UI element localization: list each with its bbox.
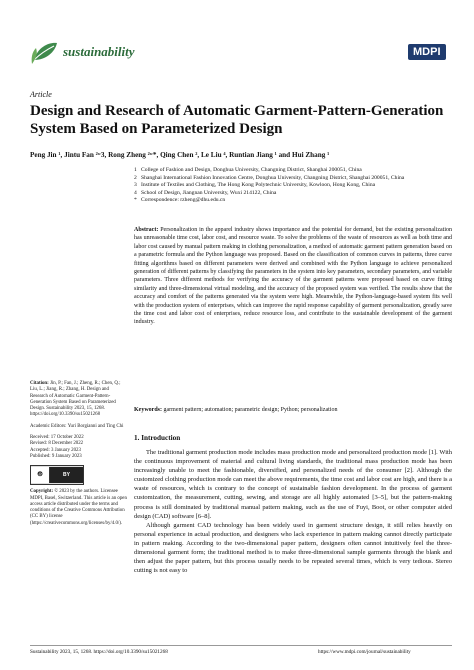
author-list: Peng Jin ¹, Jintu Fan ²ʷ3, Rong Zheng ²ʷ*, Qing Chen ², Le Liu ⁴, Runtian Jiang ¹ and Hui Zhang ¹ <box>30 151 330 159</box>
affiliation-text: School of Design, Jiangnan University, Wuxi 214122, China <box>141 189 277 196</box>
affiliation-marker: 1 <box>134 167 137 173</box>
affiliation-marker: * <box>134 197 137 204</box>
journal-leaf-logo <box>30 40 60 66</box>
citation-text[interactable]: Jin, P.; Fan, J.; Zheng, R.; Chen, Q.; Liu, L.; Jiang, R.; Zhang, H. Design and Research of Automatic Garment-Pattern-Generation System Based on Parameterized Design. Sustainability 2023, 15, 1268. https://doi.org/10.3390/su15021268 <box>30 381 121 418</box>
published-date: Published: 9 January 2023 <box>30 453 82 459</box>
revised-date: Revised: 8 December 2022 <box>30 441 84 447</box>
academic-editors: Academic Editors: Yuri Borgianni and Ting Chi <box>30 423 124 429</box>
introduction-paragraph: The traditional garment production mode includes mass production mode and personalized production mode [1]. With the continuous improvement of material and cultural living standards, the traditional mass production mode has been increasingly unable to meet the fashionable, diversified, and personalized needs of the consumer [2]. Although the customized clothing production mode can meet the above requirements, the time cost and labor cost are high, and there is a waste of resources, which is contrary to the concept of sustainable fashion development. In the process of garment customization, the measurement, cutting, sewing, and storage are all highly automated [3–5], but the pattern-making process is still dominated by traditional manual pattern making, such as the use of Fuyi, Boot, or other computer aided design (CAD) software [6–8]. <box>134 449 452 520</box>
mdpi-logo: MDPI <box>408 44 446 60</box>
article-type: Article <box>30 90 52 99</box>
affiliations <box>134 167 454 205</box>
affiliation-marker: 3 <box>134 182 137 189</box>
abstract-label: Abstract: <box>134 227 159 233</box>
introduction-body <box>134 448 452 575</box>
abstract-text: Personalization in the apparel industry shows importance and the potential for demand, but the existing personalization has unreasonable time cost, labor cost, and resource waste. To solve the problems of the waste of resources as well as both time and labor cost caused by manual pattern making in clothing personalization, a method of automatic garment pattern generation based on a parametric formula and the Python language was proposed. Based on the classification of common curves in patterns, three curve fitting algorithms based on different parameters were derived and combined with the Python language to achieve personalized generation of different patterns by classifying the parameters in the system into key parameters, secondary parameters, and variable parameters. Three different methods for verifying the accuracy of the garment patterns were proposed based on curve fitting similarity and three-dimensional virtual modeling, and the accuracy of the proposed system was verified. The results show that the accuracy and comfort of the patterns generated via the system were high. Meanwhile, the Python-language-based system fits well with the production system of enterprises, which can improve the rapid response capability of garment personalization, greatly save the time cost and labor cost of enterprises, reduce resource loss, and contribute to the sustainable development of the garment industry. <box>134 227 452 326</box>
affiliation-text: Shanghai International Fashion Innovation Centre, Donghua University, Changning District, Shanghai 200051, China <box>141 174 405 181</box>
keywords-text: garment pattern; automation; parametric design; Python; personalization <box>163 407 338 413</box>
introduction-paragraph: Although garment CAD technology has been widely used in garment structure design, it still relies heavily on personal experience in actual production, and designers who lack experience in pattern making cannot directly participate in pattern making. According to the two-dimensional paper pattern, designers often cannot intuitively feel the three-dimensional garment form; the traditional method is to make three-dimensional sample garments through the blank and then adjust the paper pattern, but this process usually needs to be repeated several times, which is very tedious. Stereo cutting is not easy to <box>134 521 452 575</box>
received-date: Received: 17 October 2022 <box>30 435 84 441</box>
correspondence-email[interactable]: Correspondence: rzheng@dhu.edu.cn <box>141 197 226 204</box>
section-heading: 1. Introduction <box>134 434 181 442</box>
citation-block <box>30 381 128 419</box>
footer-citation[interactable]: Sustainability 2023, 15, 1268. https://doi.org/10.3390/su15021268 <box>30 649 168 655</box>
cc-by-license-badge[interactable] <box>30 465 84 485</box>
keywords-label: Keywords: <box>134 407 162 413</box>
affiliation-item <box>134 190 454 198</box>
affiliation-item <box>134 197 454 205</box>
keywords <box>134 406 452 414</box>
cc-icon: 🅭 <box>31 467 50 483</box>
journal-name: sustainability <box>63 44 135 59</box>
affiliation-text: College of Fashion and Design, Donghua University, Changning District, Shanghai 200051, China <box>141 167 362 173</box>
copyright-block <box>30 489 128 527</box>
sidebar <box>30 381 128 527</box>
accepted-date: Accepted: 3 January 2023 <box>30 447 81 453</box>
footer-divider <box>30 645 452 646</box>
affiliation-item <box>134 167 454 175</box>
copyright-label: Copyright: <box>30 489 54 495</box>
affiliation-marker: 2 <box>134 174 137 181</box>
affiliation-text: Institute of Textiles and Clothing, The Hong Kong Polytechnic University, Kowloon, Hong Kong, China <box>141 182 376 189</box>
copyright-text: © 2023 by the authors. Licensee MDPI, Basel, Switzerland. This article is an open access article distributed under the terms and conditions of the Creative Commons Attribution (CC BY) license (https://creativecommons.org/licenses/by/4.0/). <box>30 489 127 526</box>
abstract <box>134 226 452 327</box>
cc-by-label: BY <box>50 467 83 483</box>
paper-title: Design and Research of Automatic Garment-Pattern-Generation System Based on Parameterized Design <box>30 103 444 137</box>
affiliation-marker: 4 <box>134 189 137 196</box>
affiliation-item <box>134 182 454 190</box>
citation-label: Citation: <box>30 381 49 386</box>
footer-journal-url[interactable]: https://www.mdpi.com/journal/sustainability <box>318 649 411 655</box>
